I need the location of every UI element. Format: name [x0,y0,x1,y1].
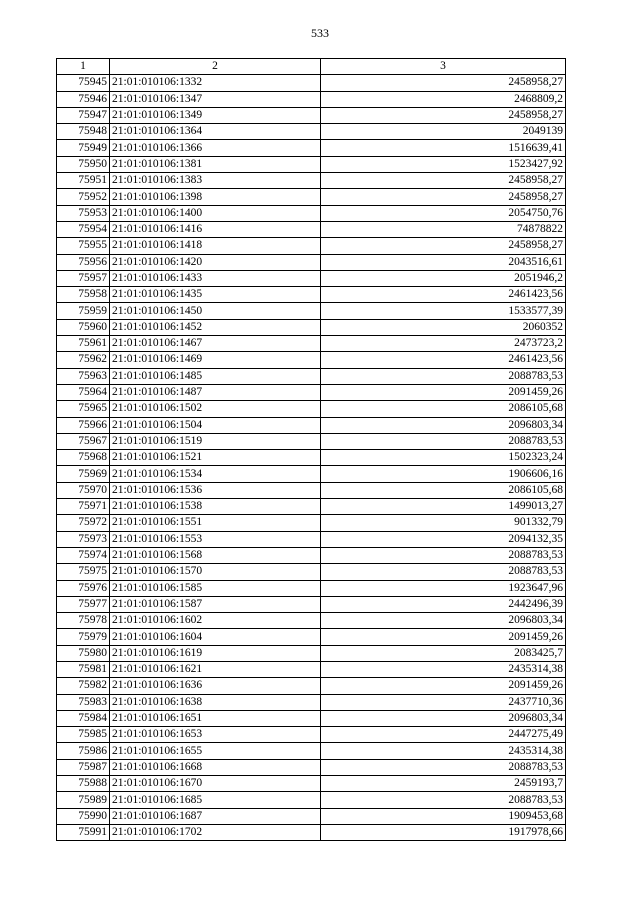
table-row [57,678,566,694]
table-row [57,596,566,612]
row-number-cell: 75962 [57,352,110,368]
value-cell: 2458958,27 [321,75,566,91]
column-header-3: 3 [321,59,566,75]
value-cell: 2088783,53 [321,564,566,580]
row-number-cell: 75963 [57,368,110,384]
row-number-cell: 75949 [57,140,110,156]
cadastral-number-cell: 21:01:010106:1619 [110,645,321,661]
table-row [57,710,566,726]
row-number-cell: 75970 [57,482,110,498]
value-cell: 2051946,2 [321,270,566,286]
column-header-1: 1 [57,59,110,75]
value-cell: 2088783,53 [321,759,566,775]
row-number-cell: 75968 [57,450,110,466]
table-body [57,75,566,841]
table-row [57,450,566,466]
cadastral-number-cell: 21:01:010106:1636 [110,678,321,694]
value-cell: 1923647,96 [321,580,566,596]
value-cell: 1499013,27 [321,499,566,515]
table-row [57,107,566,123]
row-number-cell: 75975 [57,564,110,580]
cadastral-number-cell: 21:01:010106:1621 [110,661,321,677]
table-row [57,221,566,237]
value-cell: 2468809,2 [321,91,566,107]
value-cell: 1502323,24 [321,450,566,466]
row-number-cell: 75947 [57,107,110,123]
value-cell: 2088783,53 [321,792,566,808]
value-cell: 2086105,68 [321,401,566,417]
table-row [57,694,566,710]
cadastral-number-cell: 21:01:010106:1450 [110,303,321,319]
value-cell: 2461423,56 [321,287,566,303]
cadastral-number-cell: 21:01:010106:1521 [110,450,321,466]
cadastral-number-cell: 21:01:010106:1585 [110,580,321,596]
row-number-cell: 75952 [57,189,110,205]
cadastral-number-cell: 21:01:010106:1502 [110,401,321,417]
row-number-cell: 75990 [57,808,110,824]
row-number-cell: 75945 [57,75,110,91]
row-number-cell: 75967 [57,433,110,449]
table-row [57,205,566,221]
table-row [57,580,566,596]
value-cell: 2091459,26 [321,384,566,400]
value-cell: 2096803,34 [321,417,566,433]
value-cell: 1906606,16 [321,466,566,482]
value-cell: 2091459,26 [321,678,566,694]
table-row [57,515,566,531]
value-cell: 2049139 [321,124,566,140]
table-row [57,792,566,808]
header-row [57,59,566,75]
cadastral-number-cell: 21:01:010106:1519 [110,433,321,449]
row-number-cell: 75981 [57,661,110,677]
table-row [57,238,566,254]
cadastral-number-cell: 21:01:010106:1553 [110,531,321,547]
row-number-cell: 75978 [57,613,110,629]
row-number-cell: 75964 [57,384,110,400]
row-number-cell: 75979 [57,629,110,645]
cadastral-number-cell: 21:01:010106:1381 [110,156,321,172]
row-number-cell: 75977 [57,596,110,612]
cadastral-number-cell: 21:01:010106:1638 [110,694,321,710]
cadastral-number-cell: 21:01:010106:1487 [110,384,321,400]
cadastral-number-cell: 21:01:010106:1570 [110,564,321,580]
cadastral-number-cell: 21:01:010106:1538 [110,499,321,515]
cadastral-number-cell: 21:01:010106:1602 [110,613,321,629]
row-number-cell: 75961 [57,336,110,352]
table-row [57,270,566,286]
value-cell: 2088783,53 [321,368,566,384]
table-row [57,156,566,172]
cadastral-number-cell: 21:01:010106:1400 [110,205,321,221]
table-row [57,401,566,417]
table-row [57,433,566,449]
cadastral-number-cell: 21:01:010106:1418 [110,238,321,254]
row-number-cell: 75955 [57,238,110,254]
table-row [57,613,566,629]
row-number-cell: 75969 [57,466,110,482]
table-row [57,254,566,270]
table-row [57,499,566,515]
table-row [57,140,566,156]
row-number-cell: 75950 [57,156,110,172]
value-cell: 1523427,92 [321,156,566,172]
cadastral-number-cell: 21:01:010106:1420 [110,254,321,270]
value-cell: 2447275,49 [321,727,566,743]
cadastral-number-cell: 21:01:010106:1383 [110,173,321,189]
row-number-cell: 75958 [57,287,110,303]
cadastral-number-cell: 21:01:010106:1687 [110,808,321,824]
cadastral-number-cell: 21:01:010106:1504 [110,417,321,433]
row-number-cell: 75957 [57,270,110,286]
cadastral-number-cell: 21:01:010106:1366 [110,140,321,156]
value-cell: 2043516,61 [321,254,566,270]
value-cell: 2437710,36 [321,694,566,710]
table-row [57,303,566,319]
table-row [57,466,566,482]
table-row [57,531,566,547]
table-row [57,124,566,140]
table-row [57,336,566,352]
value-cell: 2094132,35 [321,531,566,547]
cadastral-number-cell: 21:01:010106:1670 [110,776,321,792]
cadastral-number-cell: 21:01:010106:1587 [110,596,321,612]
row-number-cell: 75973 [57,531,110,547]
table-row [57,727,566,743]
value-cell: 2083425,7 [321,645,566,661]
row-number-cell: 75956 [57,254,110,270]
cadastral-number-cell: 21:01:010106:1536 [110,482,321,498]
value-cell: 2442496,39 [321,596,566,612]
table-row [57,808,566,824]
value-cell: 2458958,27 [321,173,566,189]
cadastral-number-cell: 21:01:010106:1347 [110,91,321,107]
value-cell: 2088783,53 [321,433,566,449]
value-cell: 74878822 [321,221,566,237]
table-row [57,75,566,91]
cadastral-number-cell: 21:01:010106:1568 [110,547,321,563]
table-row [57,629,566,645]
value-cell: 2054750,76 [321,205,566,221]
row-number-cell: 75980 [57,645,110,661]
value-cell: 2461423,56 [321,352,566,368]
cadastral-number-cell: 21:01:010106:1653 [110,727,321,743]
table-header [57,59,566,75]
value-cell: 2091459,26 [321,629,566,645]
row-number-cell: 75971 [57,499,110,515]
value-cell: 2435314,38 [321,661,566,677]
cadastral-number-cell: 21:01:010106:1416 [110,221,321,237]
table-row [57,645,566,661]
cadastral-number-cell: 21:01:010106:1467 [110,336,321,352]
row-number-cell: 75951 [57,173,110,189]
cadastral-number-cell: 21:01:010106:1485 [110,368,321,384]
row-number-cell: 75948 [57,124,110,140]
table-row [57,417,566,433]
cadastral-number-cell: 21:01:010106:1452 [110,319,321,335]
row-number-cell: 75987 [57,759,110,775]
value-cell: 1533577,39 [321,303,566,319]
column-header-2: 2 [110,59,321,75]
table-row [57,776,566,792]
row-number-cell: 75954 [57,221,110,237]
value-cell: 2096803,34 [321,710,566,726]
cadastral-number-cell: 21:01:010106:1534 [110,466,321,482]
row-number-cell: 75983 [57,694,110,710]
table-row [57,547,566,563]
cadastral-number-cell: 21:01:010106:1551 [110,515,321,531]
row-number-cell: 75988 [57,776,110,792]
row-number-cell: 75946 [57,91,110,107]
value-cell: 2459193,7 [321,776,566,792]
value-cell: 2086105,68 [321,482,566,498]
cadastral-number-cell: 21:01:010106:1364 [110,124,321,140]
value-cell: 1516639,41 [321,140,566,156]
value-cell: 2060352 [321,319,566,335]
table-row [57,482,566,498]
table-row [57,368,566,384]
table-row [57,352,566,368]
row-number-cell: 75953 [57,205,110,221]
table-row [57,824,566,840]
table-row [57,173,566,189]
page-number: 533 [311,26,329,40]
table-row [57,564,566,580]
value-cell: 1909453,68 [321,808,566,824]
value-cell: 2088783,53 [321,547,566,563]
row-number-cell: 75991 [57,824,110,840]
row-number-cell: 75985 [57,727,110,743]
row-number-cell: 75976 [57,580,110,596]
row-number-cell: 75986 [57,743,110,759]
cadastral-number-cell: 21:01:010106:1685 [110,792,321,808]
cadastral-number-cell: 21:01:010106:1702 [110,824,321,840]
cadastral-number-cell: 21:01:010106:1469 [110,352,321,368]
row-number-cell: 75960 [57,319,110,335]
cadastral-number-cell: 21:01:010106:1668 [110,759,321,775]
cadastral-number-cell: 21:01:010106:1433 [110,270,321,286]
row-number-cell: 75984 [57,710,110,726]
value-cell: 2458958,27 [321,189,566,205]
value-cell: 2096803,34 [321,613,566,629]
data-table [56,58,566,841]
cadastral-number-cell: 21:01:010106:1651 [110,710,321,726]
cadastral-number-cell: 21:01:010106:1655 [110,743,321,759]
value-cell: 2435314,38 [321,743,566,759]
table-row [57,384,566,400]
table-row [57,91,566,107]
cadastral-number-cell: 21:01:010106:1332 [110,75,321,91]
table-row [57,287,566,303]
cadastral-number-cell: 21:01:010106:1604 [110,629,321,645]
row-number-cell: 75972 [57,515,110,531]
table-row [57,189,566,205]
row-number-cell: 75989 [57,792,110,808]
row-number-cell: 75982 [57,678,110,694]
value-cell: 2458958,27 [321,107,566,123]
table-row [57,743,566,759]
value-cell: 901332,79 [321,515,566,531]
table-row [57,661,566,677]
row-number-cell: 75965 [57,401,110,417]
row-number-cell: 75974 [57,547,110,563]
value-cell: 2473723,2 [321,336,566,352]
row-number-cell: 75966 [57,417,110,433]
cadastral-number-cell: 21:01:010106:1435 [110,287,321,303]
table-row [57,759,566,775]
table-row [57,319,566,335]
cadastral-number-cell: 21:01:010106:1349 [110,107,321,123]
row-number-cell: 75959 [57,303,110,319]
value-cell: 1917978,66 [321,824,566,840]
cadastral-number-cell: 21:01:010106:1398 [110,189,321,205]
value-cell: 2458958,27 [321,238,566,254]
